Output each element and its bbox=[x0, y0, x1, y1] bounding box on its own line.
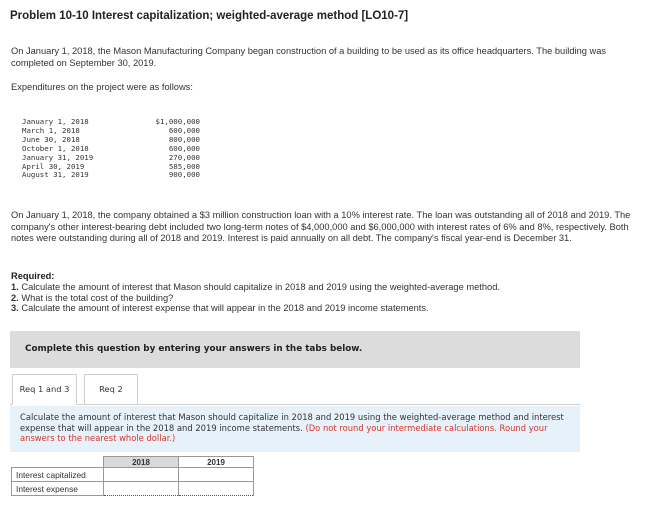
table-row bbox=[12, 468, 254, 482]
required-item bbox=[11, 303, 500, 314]
expenditure-amount: 585,000 bbox=[168, 161, 200, 171]
required-item-text: Calculate the amount of interest that Mason should capitalize in 2018 and 2019 using the weighted-average method. bbox=[21, 282, 500, 292]
interest-capitalized-2018-cell bbox=[104, 468, 179, 482]
panel-note: (Do not round your intermediate calculations. Round your answers to the nearest whole dollar.) bbox=[20, 422, 548, 444]
intro-paragraph: On January 1, 2018, the Mason Manufacturing Company began construction of a building to be used as its office headquarters. The building was completed on September 30, 2019. bbox=[11, 46, 607, 68]
interest-expense-2018-input[interactable] bbox=[104, 482, 178, 495]
question-panel bbox=[10, 406, 580, 452]
expenditure-amount: 600,000 bbox=[168, 143, 200, 153]
expenditure-dates bbox=[22, 118, 93, 180]
interest-expense-2019-input[interactable] bbox=[179, 482, 253, 495]
row-label-interest-capitalized: Interest capitalized bbox=[12, 468, 104, 482]
expenditure-date: June 30, 2018 bbox=[22, 134, 80, 144]
answer-table-header bbox=[12, 457, 254, 468]
expenditure-amounts bbox=[148, 118, 200, 180]
expenditure-date: March 1, 2018 bbox=[22, 125, 80, 135]
expenditure-date: August 31, 2019 bbox=[22, 170, 89, 180]
expenditure-amount: 600,000 bbox=[168, 125, 200, 135]
expenditure-date: January 1, 2018 bbox=[22, 117, 89, 126]
problem-title: Problem 10-10 Interest capitalization; weighted-average method [LO10-7] bbox=[10, 10, 409, 22]
tab-req-1-and-3[interactable]: Req 1 and 3 bbox=[12, 374, 77, 405]
required-item bbox=[11, 293, 500, 304]
column-header-2019: 2019 bbox=[179, 457, 254, 468]
tabs-divider bbox=[10, 404, 580, 405]
expenditure-date: January 31, 2019 bbox=[22, 152, 94, 162]
required-item-number: 2. bbox=[11, 292, 19, 303]
expenditure-date: April 30, 2019 bbox=[22, 161, 85, 171]
answer-table bbox=[11, 456, 254, 496]
interest-expense-2018-cell bbox=[104, 482, 179, 496]
interest-capitalized-2018-input[interactable] bbox=[104, 468, 178, 481]
banner-text: Complete this question by entering your answers in the tabs below. bbox=[25, 344, 363, 354]
expenditure-date: October 1, 2018 bbox=[22, 143, 89, 153]
required-list bbox=[11, 282, 500, 314]
required-item bbox=[11, 282, 500, 293]
header-blank bbox=[12, 457, 104, 468]
row-label-interest-expense: Interest expense bbox=[12, 482, 104, 496]
expenditures-intro: Expenditures on the project were as follows: bbox=[11, 82, 193, 92]
panel-instruction-text: Calculate the amount of interest that Mason should capitalize in 2018 and 2019 using the weighted-average method and interest expense that will appear in the 2018 and 2019 income statements. bbox=[20, 412, 564, 433]
expenditure-amount: 900,000 bbox=[168, 170, 200, 180]
panel-instruction bbox=[20, 412, 570, 444]
tab-req-2[interactable]: Req 2 bbox=[84, 374, 138, 405]
expenditure-amount: $1,000,000 bbox=[155, 117, 200, 126]
column-header-2018: 2018 bbox=[104, 457, 179, 468]
required-item-number: 3. bbox=[11, 303, 19, 314]
interest-capitalized-2019-cell bbox=[179, 468, 254, 482]
expenditure-amount: 270,000 bbox=[168, 152, 200, 162]
required-item-number: 1. bbox=[11, 282, 19, 292]
expenditure-amount: 800,000 bbox=[168, 134, 200, 144]
interest-capitalized-2019-input[interactable] bbox=[179, 468, 253, 481]
required-item-text: What is the total cost of the building? bbox=[21, 292, 174, 303]
interest-expense-2019-cell bbox=[179, 482, 254, 496]
table-row bbox=[12, 482, 254, 496]
required-item-text: Calculate the amount of interest expense that will appear in the 2018 and 2019 income statements. bbox=[21, 303, 429, 314]
instruction-banner bbox=[10, 331, 580, 368]
loan-paragraph: On January 1, 2018, the company obtained a $3 million construction loan with a 10% interest rate. The loan was outstanding all of 2018 and 2019. The company's other interest-bearing debt included two long-term notes of $4,000,000 and $6,000,000 with interest rates of 6% and 8%, respectively. Both notes were outstanding during all of 2018 and 2019. Interest is paid annually on all debt. The company's fiscal year-end is December 31. bbox=[11, 210, 631, 243]
required-heading: Required: bbox=[11, 271, 55, 281]
